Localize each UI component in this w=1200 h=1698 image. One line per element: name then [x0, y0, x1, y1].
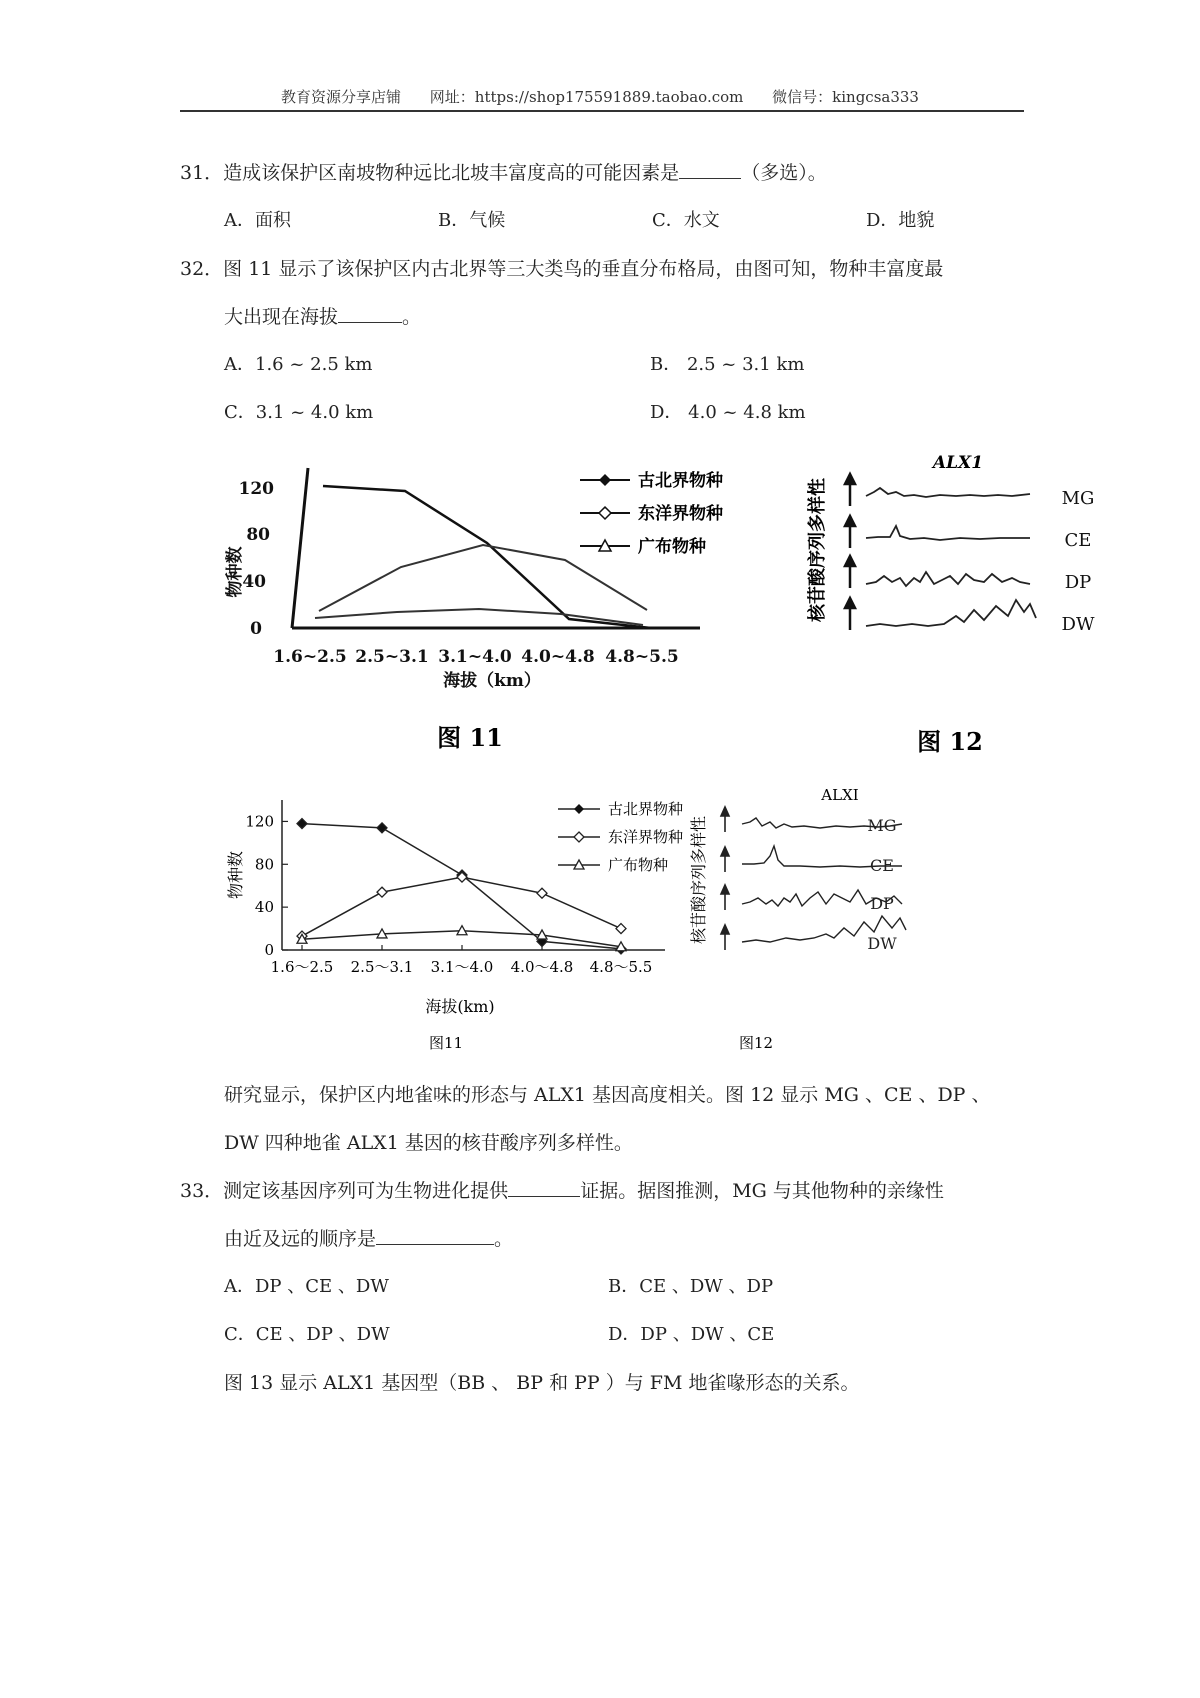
scan-ytick-0: 0 [250, 619, 262, 639]
fig11-point-s2-4 [537, 888, 547, 898]
fig11-caption: 图11 [428, 1034, 464, 1050]
q32-option-b: B． 2.5 ~ 3.1 km [650, 354, 805, 375]
q33-option-b: B．CE 、DW 、DP [608, 1276, 774, 1297]
q31-blank[interactable] [679, 160, 741, 179]
scan-legend-diamond-open-icon [599, 507, 611, 519]
header-shop: 教育资源分享店铺 [281, 88, 402, 106]
q32-blank[interactable] [338, 304, 402, 323]
scanned-figures [0, 440, 1200, 780]
scan-legend-1: 古北界物种 [638, 471, 723, 491]
scan-ytick-40: 40 [242, 572, 266, 592]
scan-trace-mg [866, 488, 1030, 497]
q33-line1 [180, 1176, 944, 1203]
scan-label-dp: DP [1064, 572, 1092, 593]
fig12-label-ce: CE [870, 856, 894, 875]
fig12-label-mg: MG [867, 816, 897, 835]
fig11-legend-2: 东洋界物种 [608, 828, 684, 846]
q32-option-d: D． 4.0 ~ 4.8 km [650, 402, 806, 423]
scan-series-oriental [319, 545, 647, 611]
fig12-label-dp: DP [870, 894, 894, 913]
scan-series-palearctic [323, 486, 651, 628]
q33-option-a: A．DP 、CE 、DW [224, 1276, 389, 1297]
legend-diamond-open-icon [574, 832, 584, 842]
q32-tail: 。 [402, 306, 422, 328]
scan-label-mg: MG [1061, 488, 1095, 509]
fig11-ytick-label: 40 [254, 898, 274, 917]
fig12-caption: 图12 [738, 1034, 774, 1050]
header-wechat: 微信号：kingcsa333 [772, 88, 919, 106]
scan-fig11 [224, 468, 723, 752]
q33-tail: 。 [494, 1228, 514, 1250]
fig11-ytick-label: 80 [254, 855, 274, 874]
figure-11-chart [0, 780, 700, 1050]
fig11-ylabel: 物种数 [226, 850, 245, 900]
fig11-point-s2-2 [377, 887, 387, 897]
scan-fig11-caption: 图 11 [437, 723, 503, 752]
fig11-xtick-label: 4.8～5.5 [589, 958, 653, 976]
q33-blank-2[interactable] [376, 1226, 494, 1245]
header-rule [180, 110, 1024, 112]
scan-xtick-5: 4.8~5.5 [605, 647, 679, 667]
scan-label-ce: CE [1064, 530, 1092, 551]
q32-line1: 32．图 11 显示了该保护区内古北界等三大类鸟的垂直分布格局，由图可知，物种丰富度最 [180, 258, 944, 280]
q31-option-b: B．气候 [438, 210, 506, 231]
fig12-title: ALXI [821, 786, 859, 804]
scan-xtick-2: 2.5~3.1 [355, 647, 429, 667]
scan-legend-diamond-filled-icon [599, 474, 611, 486]
fig11-xtick-label: 2.5～3.1 [350, 958, 414, 976]
fig12-label-dw: DW [867, 934, 897, 953]
legend-diamond-filled-icon [574, 804, 584, 814]
q33-text-3: 由近及远的顺序是 [224, 1228, 377, 1250]
fig11-ytick-label: 120 [245, 812, 274, 831]
scan-trace-ce [866, 526, 1030, 540]
q33-text-2: 证据。据图推测，MG 与其他物种的亲缘性 [580, 1180, 944, 1202]
fig11-legend [558, 800, 683, 874]
q31-tail: （多选）。 [741, 162, 827, 184]
q33-line2 [224, 1224, 513, 1251]
fig11-xlabel: 海拔(km) [425, 997, 495, 1016]
scan-fig12-caption: 图 12 [917, 727, 983, 756]
scan-trace-dp [866, 572, 1030, 586]
q32-line2 [224, 302, 421, 329]
scan-fig12-ylabel: 核苷酸序列多样性 [807, 478, 828, 622]
q33-option-d: D．DP 、DW 、CE [608, 1324, 775, 1345]
fig11-ytick-label: 0 [264, 941, 274, 959]
q31-text: 31．造成该保护区南坡物种远比北坡丰富度高的可能因素是 [180, 162, 680, 184]
header-url: 网址：https://shop175591889.taobao.com [429, 88, 744, 106]
q33-text: 33．测定该基因序列可为生物进化提供 [180, 1180, 509, 1202]
fig11-legend-3: 广布物种 [608, 856, 669, 874]
q32-option-c: C．3.1 ~ 4.0 km [224, 402, 374, 423]
scan-legend-2: 东洋界物种 [638, 504, 723, 524]
q31-option-d: D．地貌 [866, 210, 935, 231]
q31-option-a: A．面积 [224, 210, 291, 231]
q33-option-c: C．CE 、DP 、DW [224, 1324, 390, 1345]
q32-option-a: A．1.6 ~ 2.5 km [224, 354, 373, 375]
question-31 [180, 158, 827, 185]
scan-y-axis [292, 468, 308, 628]
q31-option-c: C．水文 [652, 210, 720, 231]
page-header [0, 86, 1200, 107]
fig11-xtick-label: 4.0～4.8 [510, 958, 574, 976]
figure-12 [680, 780, 980, 1050]
q33-blank-1[interactable] [508, 1178, 580, 1197]
scan-ylabel: 物种数 [225, 546, 245, 598]
scan-xtick-3: 3.1~4.0 [438, 647, 512, 667]
scan-fig12 [806, 453, 1095, 756]
fig11-xtick-label: 3.1～4.0 [430, 958, 494, 976]
scan-legend-3: 广布物种 [638, 537, 706, 557]
fig12-ylabel: 核苷酸序列多样性 [689, 815, 708, 945]
scan-ytick-120: 120 [238, 479, 274, 499]
fig11-point-s1-2 [377, 823, 387, 833]
para1-line2: DW 四种地雀 ALX1 基因的核苷酸序列多样性。 [224, 1132, 633, 1154]
fig11-point-s1-1 [297, 819, 307, 829]
q32-text: 大出现在海拔 [224, 306, 339, 328]
scan-legend [580, 470, 723, 557]
scan-xtick-4: 4.0~4.8 [521, 647, 595, 667]
fig11-xtick-label: 1.6～2.5 [270, 958, 334, 976]
scan-label-dw: DW [1061, 614, 1095, 635]
scan-xlabel: 海拔（km） [443, 671, 541, 691]
fig11-legend-1: 古北界物种 [608, 800, 684, 818]
para2: 图 13 显示 ALX1 基因型（BB 、 BP 和 PP ）与 FM 地雀喙形态的关系。 [224, 1372, 860, 1394]
fig11-point-s2-5 [616, 924, 626, 934]
para1-line1: 研究显示，保护区内地雀味的形态与 ALX1 基因高度相关。图 12 显示 MG 、CE 、DP 、 [224, 1084, 991, 1106]
scan-fig12-title: ALX1 [932, 453, 984, 473]
scan-ytick-80: 80 [246, 525, 270, 545]
scan-xtick-1: 1.6~2.5 [273, 647, 347, 667]
scan-trace-dw [866, 600, 1036, 626]
